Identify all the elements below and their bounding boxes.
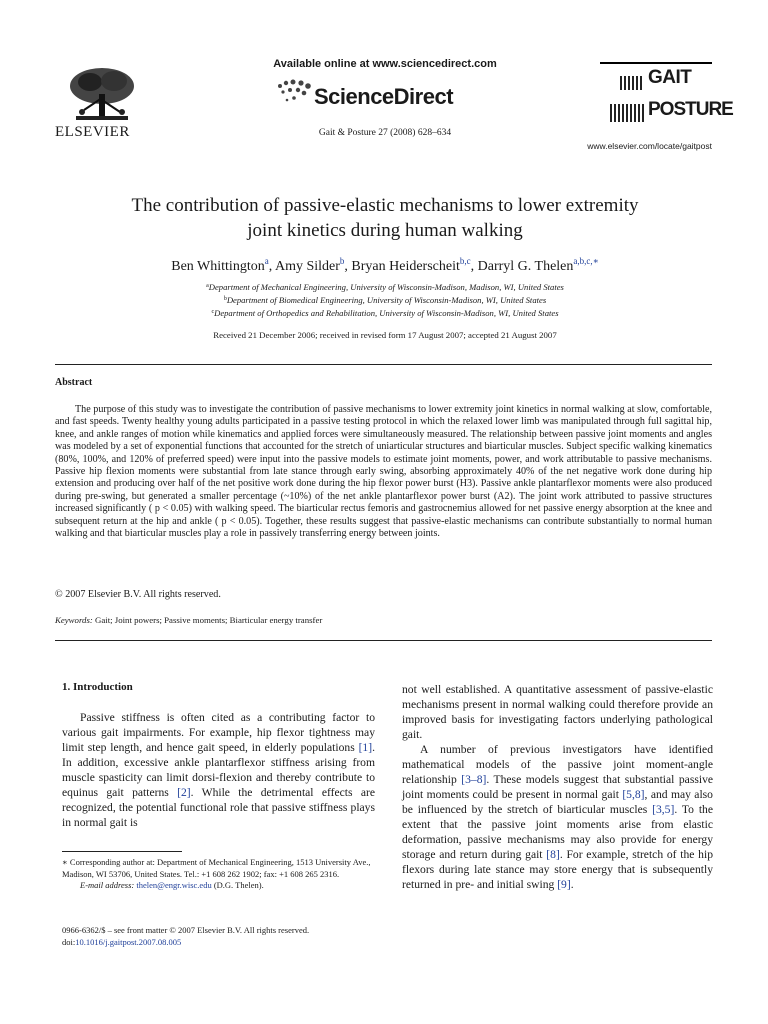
keywords-list: Gait; Joint powers; Passive moments; Biarticular energy transfer [95,615,323,625]
affiliation-sup: a [206,283,209,289]
sciencedirect-dots-icon [274,78,314,106]
abstract-text: The purpose of this study was to investigate the contribution of passive mechanisms to lower extremity joint kinetics in normal walking at slow, comfortable, and fast speeds. Twenty healthy young adults participated in a passive testing protocol in which the relaxed lower limb was manipulated through full sagittal hip, knee, and ankle ranges of motion while kinematics and applied forces were simultaneously measured. The relationship between passive joint moments and angles was modeled by a set of exponential functions that accounted for the stretch of uniarticular structures and biarticular muscles. Subject specific walking kinematics (80%, 100%, and 120% of preferred speed) were input into the passive models to estimate joint moments, power, and work attributable to passive mechanisms. Passive hip flexion moments were substantial from late stance through early swing, absorbing approximately 40% of the net negative work done during hip extension and producing over half of the net positive work done during the hip flexor power burst (H3). Passive ankle plantarflexor moments were also produced during pre-swing, but generated a smaller percentage (~10%) of the net ankle plantarflexor power burst (A2). The joint work attributed to passive structures increased significantly ( p < 0.05) with walking speed. The biarticular rectus femoris and gastrocnemius allowed for net passive energy absorption at the knee and subsequent return at the hip and ankle ( p < 0.05). Together, these results suggest that passive-elastic mechanisms can contribute substantially to normal human walking and that biarticular muscles play a role in passively transferring energy between joints. [55,404,712,540]
journal-logo-rule [600,62,712,64]
journal-citation: Gait & Posture 27 (2008) 628–634 [318,128,452,138]
available-online-text[interactable]: Available online at www.sciencedirect.com [273,58,497,70]
intro-left-column [62,710,375,830]
body-text: A number of previous investigators have identified mathematical models of the passive joint moment-angle relationship [402,743,713,786]
citation-link[interactable]: [5,8] [622,788,645,801]
abstract-top-rule [55,364,712,365]
body-text: Passive stiffness is often cited as a contributing factor to various gait impairments. For example, hip flexor tightness may limit step length, and hence gait speed, in elderly populations [62,711,375,754]
keywords-label: Keywords: [55,615,93,625]
section-heading-introduction: 1. Introduction [62,681,133,693]
front-matter-line: 0966-6362/$ – see front matter © 2007 Elsevier B.V. All rights reserved. [62,925,310,935]
author-affil-sup[interactable]: a [264,256,269,266]
citation-link[interactable]: [1] [358,741,373,754]
email-line [62,880,375,892]
article-title-line2: joint kinetics during human walking [247,220,523,241]
author-separator: , [268,259,275,274]
corresponding-author-text: ∗ Corresponding author at: Department of Mechanical Engineering, 1513 University Ave., Madison, WI 53706, United States. Tel.: +1 608 262 1902; fax: +1 608 265 2316. [62,857,371,879]
received-dates: Received 21 December 2006; received in revised form 17 August 2007; accepted 21 August 2007 [213,330,557,340]
author-name[interactable]: Bryan Heiderscheit [351,259,460,274]
article-title-line1: The contribution of passive-elastic mechanisms to lower extremity [131,195,639,216]
affiliation-sup: c [211,309,215,315]
body-paragraph: not well established. A quantitative assessment of passive-elastic mechanisms present in normal walking could therefore provide an improved basis for investigating factors underlying pathological gait. [402,683,713,741]
citation-link[interactable]: [9] [557,878,571,891]
citation-link[interactable]: [3–8] [461,773,487,786]
doi-label: doi: [62,936,76,947]
abstract-copyright: © 2007 Elsevier B.V. All rights reserved. [55,589,221,600]
doi-link[interactable]: 10.1016/j.gaitpost.2007.08.005 [75,936,182,947]
footnote-rule [62,851,182,852]
author-list [60,256,710,275]
author-name[interactable]: Darryl G. Thelen [477,259,574,274]
email-link[interactable]: thelen@engr.wisc.edu [136,880,212,890]
abstract-heading: Abstract [55,377,93,388]
author-separator: , [470,259,478,274]
affiliation-a [60,282,710,292]
citation-link[interactable]: [3,5] [652,803,675,816]
body-text: . While the detrimental effects are recognized, the potential functional role that passive stiffness plays in normal gait is [62,786,375,829]
author-separator: , [344,259,352,274]
journal-homepage-link[interactable]: www.elsevier.com/locate/gaitpost [587,141,712,151]
body-paragraph [402,742,713,892]
body-text: . [570,878,574,891]
article-title [60,193,710,243]
citation-link[interactable]: [8] [546,848,560,861]
publisher-name: ELSEVIER [55,124,130,140]
affiliation-c [60,308,710,318]
sciencedirect-wordmark[interactable]: ScienceDirect [314,84,454,109]
corresponding-author-footnote [62,857,375,892]
author-affil-sup[interactable]: b [339,256,345,266]
journal-logo-gait: GAIT [648,67,692,88]
author-name[interactable]: Ben Whittington [171,259,265,274]
author-affil-sup[interactable]: a,b,c,∗ [573,256,599,266]
abstract-bottom-rule [55,640,712,641]
body-text: . These models suggest that substantial passive joint moments could be present in normal gait [402,773,714,801]
intro-right-column [402,682,713,892]
citation-link[interactable]: [2] [177,786,191,799]
body-text: . To the extent that the passive joint moments arise from elastic deformation, passive mechanisms may also provide for energy storage and return during gait [402,803,713,861]
body-text: . In addition, excessive ankle plantarflexor stiffness arising from muscle spasticity can limit dorsi-flexion and thereby contribute to equinus gait patterns [62,741,375,799]
email-suffix: (D.G. Thelen). [211,880,264,890]
affiliation-sup: b [223,296,227,302]
front-matter [62,925,382,948]
body-text: , and may also be influenced by the stretch of biarticular muscles [402,788,713,816]
doi-line [62,937,382,949]
affiliation-text: Department of Biomedical Engineering, University of Wisconsin-Madison, WI, United States [226,295,547,305]
keywords [55,615,322,625]
body-text: . For example, stretch of the hip flexors during late stance may store energy that is subsequently returned in pre- and initial swing [402,848,713,891]
author-name[interactable]: Amy Silder [274,259,340,274]
affiliation-b [60,295,710,305]
affiliation-text: Department of Orthopedics and Rehabilitation, University of Wisconsin-Madison, WI, United States [214,308,559,318]
email-label: E-mail address: [80,880,135,890]
journal-logo-bars-icon [610,100,646,122]
affiliation-text: Department of Mechanical Engineering, University of Wisconsin-Madison, Madison, WI, United States [208,282,564,292]
journal-logo-posture: POSTURE [648,99,733,120]
journal-logo-hatch-icon [620,76,644,90]
author-affil-sup[interactable]: b,c [459,256,471,266]
